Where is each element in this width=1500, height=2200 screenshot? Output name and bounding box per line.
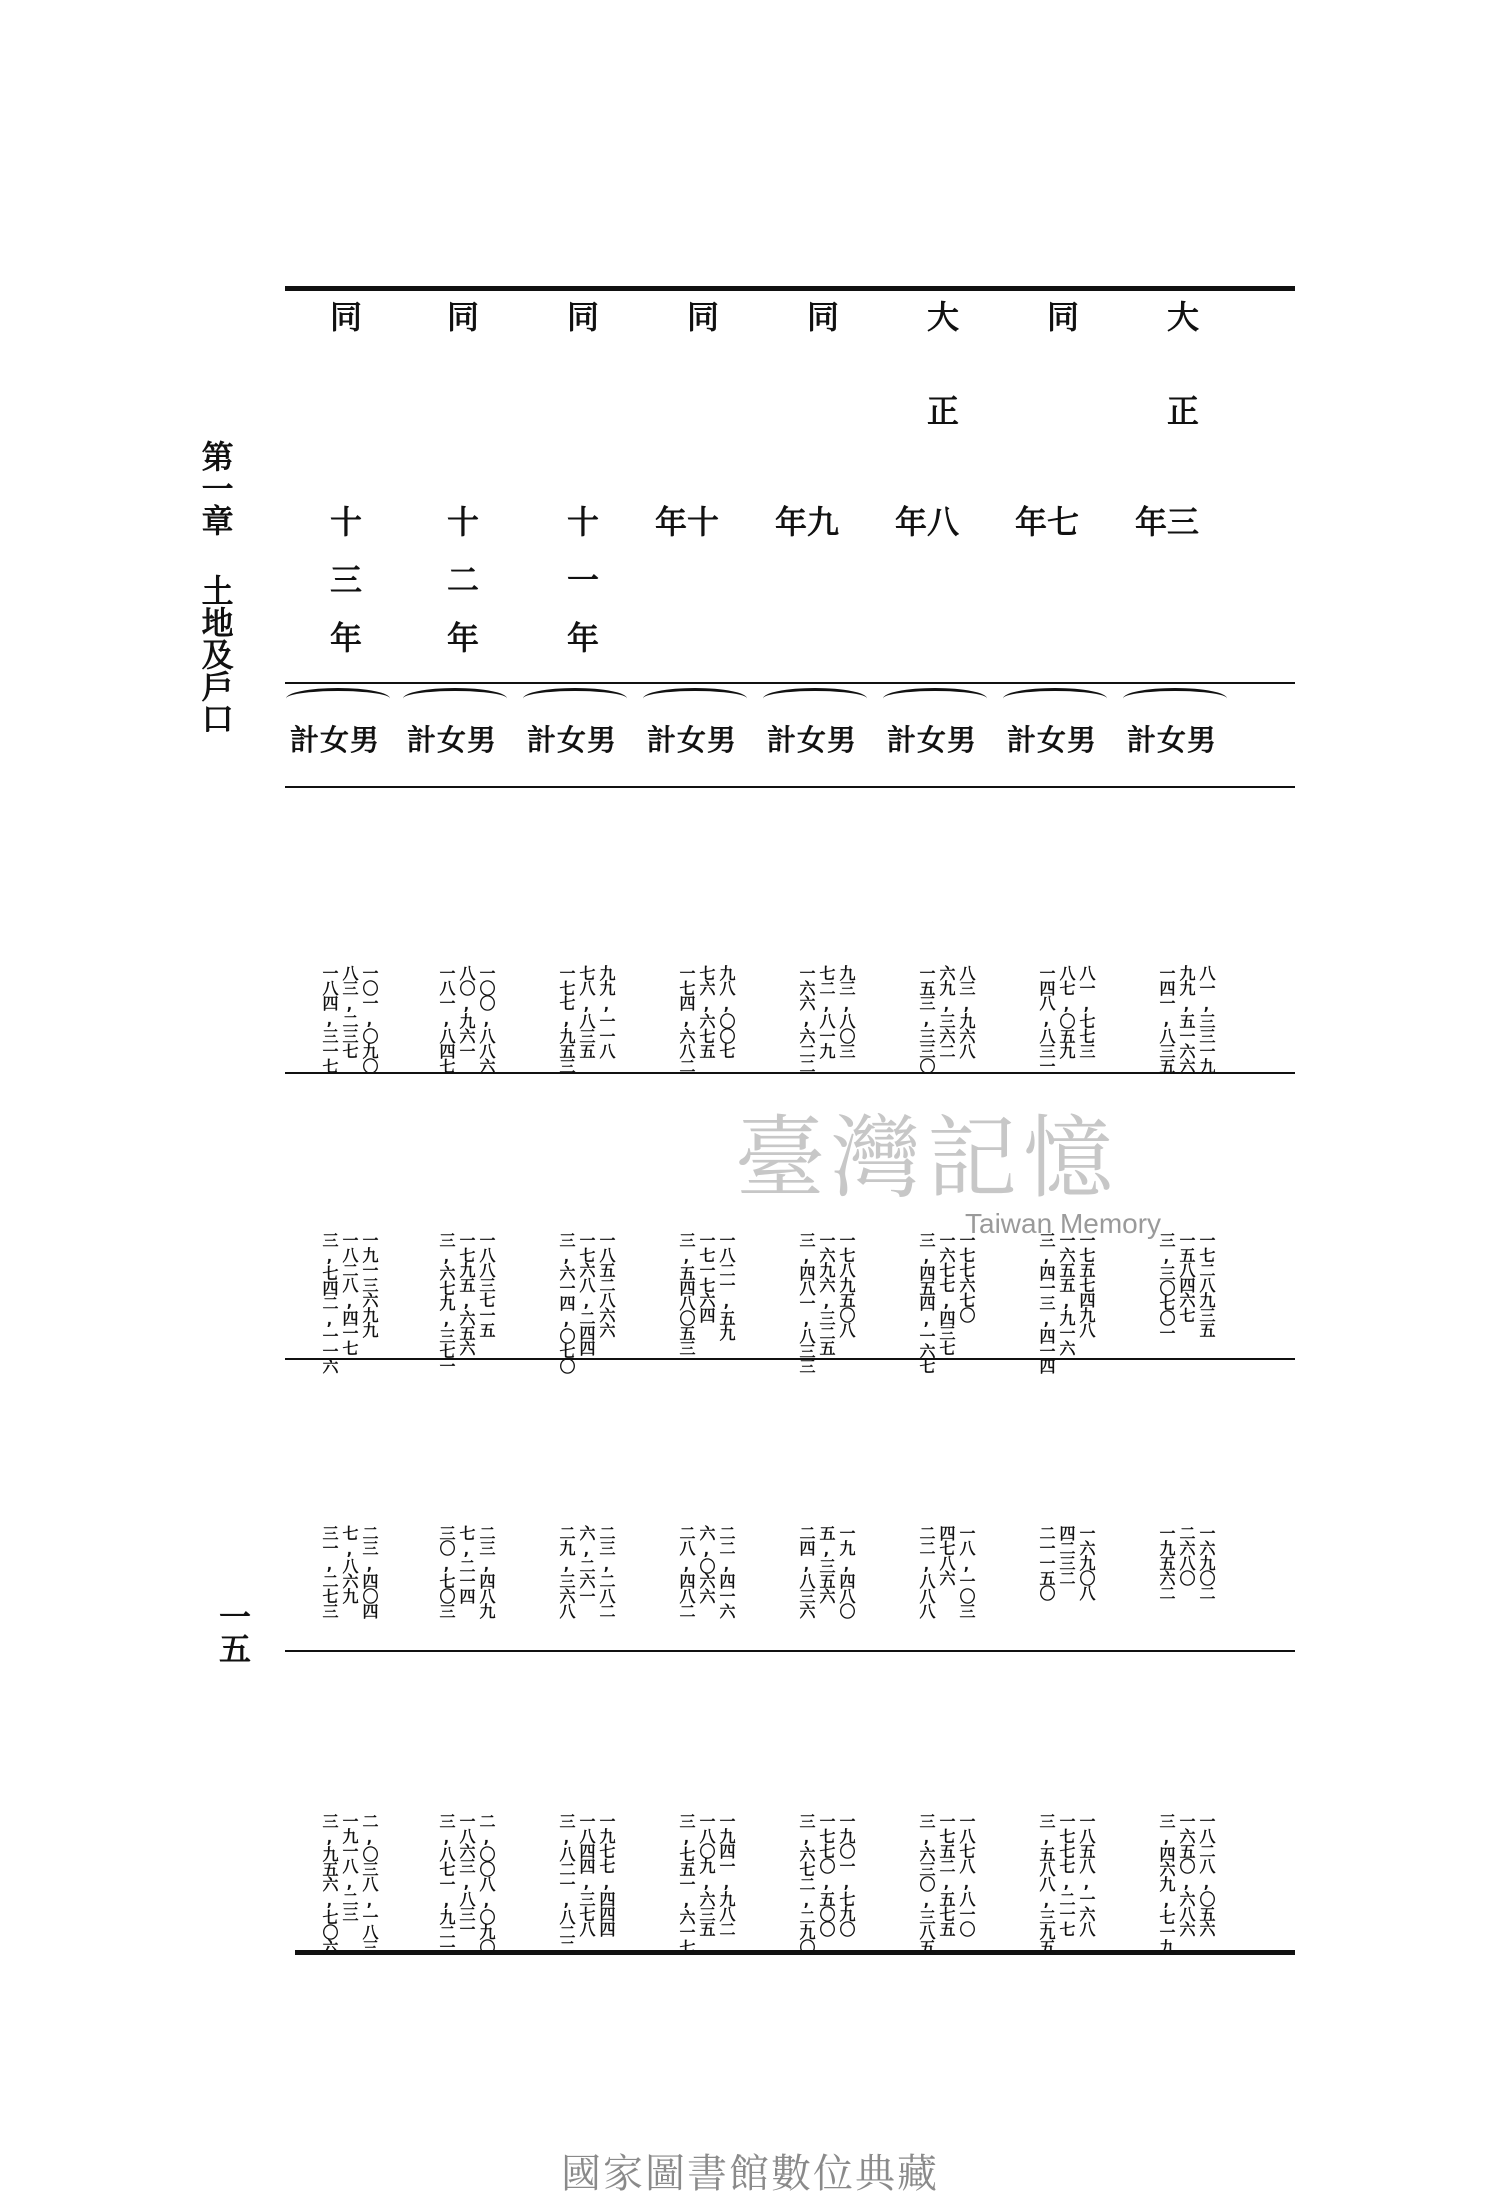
data-value: 三,八二一,八二二 [557,1813,576,1954]
sex-labels: 計女男 [407,723,498,757]
data-value: 一八一,八四七 [437,965,456,1073]
top-rule [285,286,1295,291]
data-value: 二二,八八八 [917,1525,936,1618]
data-value: 一七四,六八二 [677,965,696,1073]
data-value: 一六七七,四三七 [937,1232,956,1355]
data-value: 七二,八一九 [817,965,836,1058]
header-brace [883,688,987,709]
data-value: 八三,二三七 [340,965,359,1058]
sex-labels: 計女男 [1127,723,1218,757]
footer-credit: 國家圖書館數位典藏 [561,2151,939,2197]
data-value: 九三,八〇三 [837,965,856,1058]
column-header [308,300,368,680]
era-label: 同 [325,300,363,332]
data-value: 八一,七七三 [1077,965,1096,1058]
label-rule [285,786,1295,788]
column-header [545,300,605,680]
data-value: 一八二八,四一七 [340,1232,359,1355]
data-value: 一六六,六二二 [797,965,816,1073]
header-brace [1123,688,1227,709]
data-value: 三,八七一,九二一 [437,1813,456,1954]
data-value: 三,六一四,〇七〇 [557,1232,576,1373]
data-value: 一七六八,二四四 [577,1232,596,1355]
year-label: 八年 [890,505,960,629]
data-value: 三,三〇七〇一 [1157,1232,1176,1340]
sex-labels: 計女男 [647,723,738,757]
data-value: 六,〇六六 [697,1525,716,1603]
data-value: 二三,二八二 [597,1525,616,1618]
data-value: 八七,〇五九 [1057,965,1076,1058]
data-value: 一五八四六七 [1177,1232,1196,1322]
data-value: 一〇〇,八八六 [477,965,496,1073]
data-value: 二九,三六八 [557,1525,576,1618]
data-value: 一七九五,六五六 [457,1232,476,1355]
data-value: 二六八〇 [1177,1525,1196,1585]
sex-labels: 計女男 [1007,723,1098,757]
era-label: 大正 [1162,300,1200,488]
data-value: 三,四一三,四一四 [1037,1232,1056,1373]
era-label: 同 [562,300,600,332]
data-value: 一八五八,一六八 [1077,1813,1096,1936]
page-number: 一五 [214,1600,252,1664]
data-value: 一九一三六九九 [360,1232,379,1337]
header-brace [286,688,390,709]
data-value: 八一,三三一九 [1197,965,1216,1073]
data-value: 二三,四〇四 [360,1525,379,1618]
data-value: 八〇,九六一 [457,965,476,1058]
data-value: 八三,九六八 [957,965,976,1058]
data-value: 一八,一〇三 [957,1525,976,1618]
data-value: 一七七,九五三 [557,965,576,1073]
header-rule [285,682,1295,684]
data-value: 一九四一,九八二 [717,1813,736,1936]
data-value: 三,五四八〇五三 [677,1232,696,1355]
sex-labels: 計女男 [290,723,381,757]
chapter-title: 第一章 土地及戶口 [196,440,235,734]
header-brace [1003,688,1107,709]
data-value: 一七二八九三五 [1197,1232,1216,1337]
data-value: 一九五六二 [1157,1525,1176,1600]
data-value: 二一一五〇 [1037,1525,1056,1600]
data-value: 九九,五一六六 [1177,965,1196,1073]
data-value: 二,〇〇八,〇九〇 [477,1813,496,1954]
data-value: 三一,二七三 [320,1525,339,1618]
era-label: 同 [682,300,720,332]
data-value: 三,六七二,二九〇 [797,1813,816,1954]
header-brace [403,688,507,709]
header-brace [643,688,747,709]
data-value: 七,二一四 [457,1525,476,1603]
data-value: 三,六七九,三七一 [437,1232,456,1373]
data-value: 六,二六一 [577,1525,596,1603]
year-label: 三年 [1130,505,1200,629]
data-value: 三,九五六,七〇六 [320,1813,339,1954]
data-value: 一六五五,九一六 [1057,1232,1076,1355]
data-value: 一六五〇,六八六 [1177,1813,1196,1936]
data-value: 一七七〇,五〇〇 [817,1813,836,1936]
data-value: 九九,一一八 [597,965,616,1058]
data-value: 一六九六,三二五 [817,1232,836,1355]
data-value: 七八,八三五 [577,965,596,1058]
sex-labels: 計女男 [767,723,858,757]
header-brace [763,688,867,709]
data-value: 一九,四八〇 [837,1525,856,1618]
data-value: 三,七五一,六一七 [677,1813,696,1954]
data-value: 一八〇九,六三五 [697,1813,716,1936]
data-value: 二八,四八二 [677,1525,696,1618]
data-value: 一九〇一,七九〇 [837,1813,856,1936]
data-value: 一七七七,二一七 [1057,1813,1076,1936]
era-label: 同 [802,300,840,332]
data-value: 二三,四八九 [477,1525,496,1618]
data-value: 七六,六七五 [697,965,716,1058]
data-value: 一八四四,三七八 [577,1813,596,1936]
data-value: 二,〇三八,一八三 [360,1813,379,1954]
data-value: 一八二八,〇五六 [1197,1813,1216,1936]
data-value: 一七七六七〇 [957,1232,976,1322]
column-header [770,300,845,680]
data-value: 一八五二八六六 [597,1232,616,1337]
year-label: 十三年 [325,505,363,679]
data-value: 一九七七,四四四 [597,1813,616,1936]
data-value: 一六九〇二 [1197,1525,1216,1600]
data-value: 一八六三,八三一 [457,1813,476,1936]
watermark-caption: Taiwan Memory [965,1208,1162,1239]
watermark-logo: 臺灣記憶 [735,1106,1119,1211]
sex-labels: 計女男 [527,723,618,757]
group3-rule [285,1650,1295,1652]
year-label: 十一年 [562,505,600,679]
era-label: 大正 [922,300,960,488]
year-label: 十二年 [442,505,480,679]
data-value: 三,五八八,三九五 [1037,1813,1056,1954]
data-value: 一〇一,〇九〇 [360,965,379,1073]
data-value: 六九,三六二 [937,965,956,1058]
data-value: 一七八九五〇八 [837,1232,856,1337]
era-label: 同 [1042,300,1080,332]
data-value: 一五三,三三〇 [917,965,936,1073]
data-value: 一八二一,五九 [717,1232,736,1340]
year-label: 十年 [650,505,720,629]
data-value: 一七一七六四 [697,1232,716,1322]
data-value: 一四八,八三一 [1037,965,1056,1073]
header-brace [523,688,627,709]
data-value: 一八四,三一七 [320,965,339,1073]
column-header [650,300,725,680]
column-header [1010,300,1085,680]
data-value: 三,四五四,一六七 [917,1232,936,1373]
year-label: 九年 [770,505,840,629]
year-label: 七年 [1010,505,1080,629]
data-value: 一六九〇八 [1077,1525,1096,1600]
data-value: 一八八三七一五 [477,1232,496,1337]
data-value: 二四,八三六 [797,1525,816,1618]
data-value: 三,六三〇,三八五 [917,1813,936,1954]
data-value: 五,三五六 [817,1525,836,1603]
data-value: 一八七八,八一〇 [957,1813,976,1936]
data-value: 二二,四一六 [717,1525,736,1618]
column-header [425,300,485,680]
data-value: 一七五二,五七五 [937,1813,956,1936]
era-label: 同 [442,300,480,332]
data-value: 七,八六九 [340,1525,359,1603]
data-value: 三,七四二,一一六 [320,1232,339,1373]
column-header [890,300,965,680]
data-value: 一七五七四九八 [1077,1232,1096,1337]
data-value: 三〇,七〇三 [437,1525,456,1618]
data-value: 四二三二 [1057,1525,1076,1585]
data-value: 九八,〇〇七 [717,965,736,1058]
sex-labels: 計女男 [887,723,978,757]
data-value: 一九一八,二三 [340,1813,359,1921]
data-value: 三,四六九,七一九 [1157,1813,1176,1954]
column-header [1130,300,1205,680]
data-value: 一四一,八三五 [1157,965,1176,1073]
data-value: 四七八六 [937,1525,956,1585]
data-value: 三,四八一,八三三 [797,1232,816,1373]
